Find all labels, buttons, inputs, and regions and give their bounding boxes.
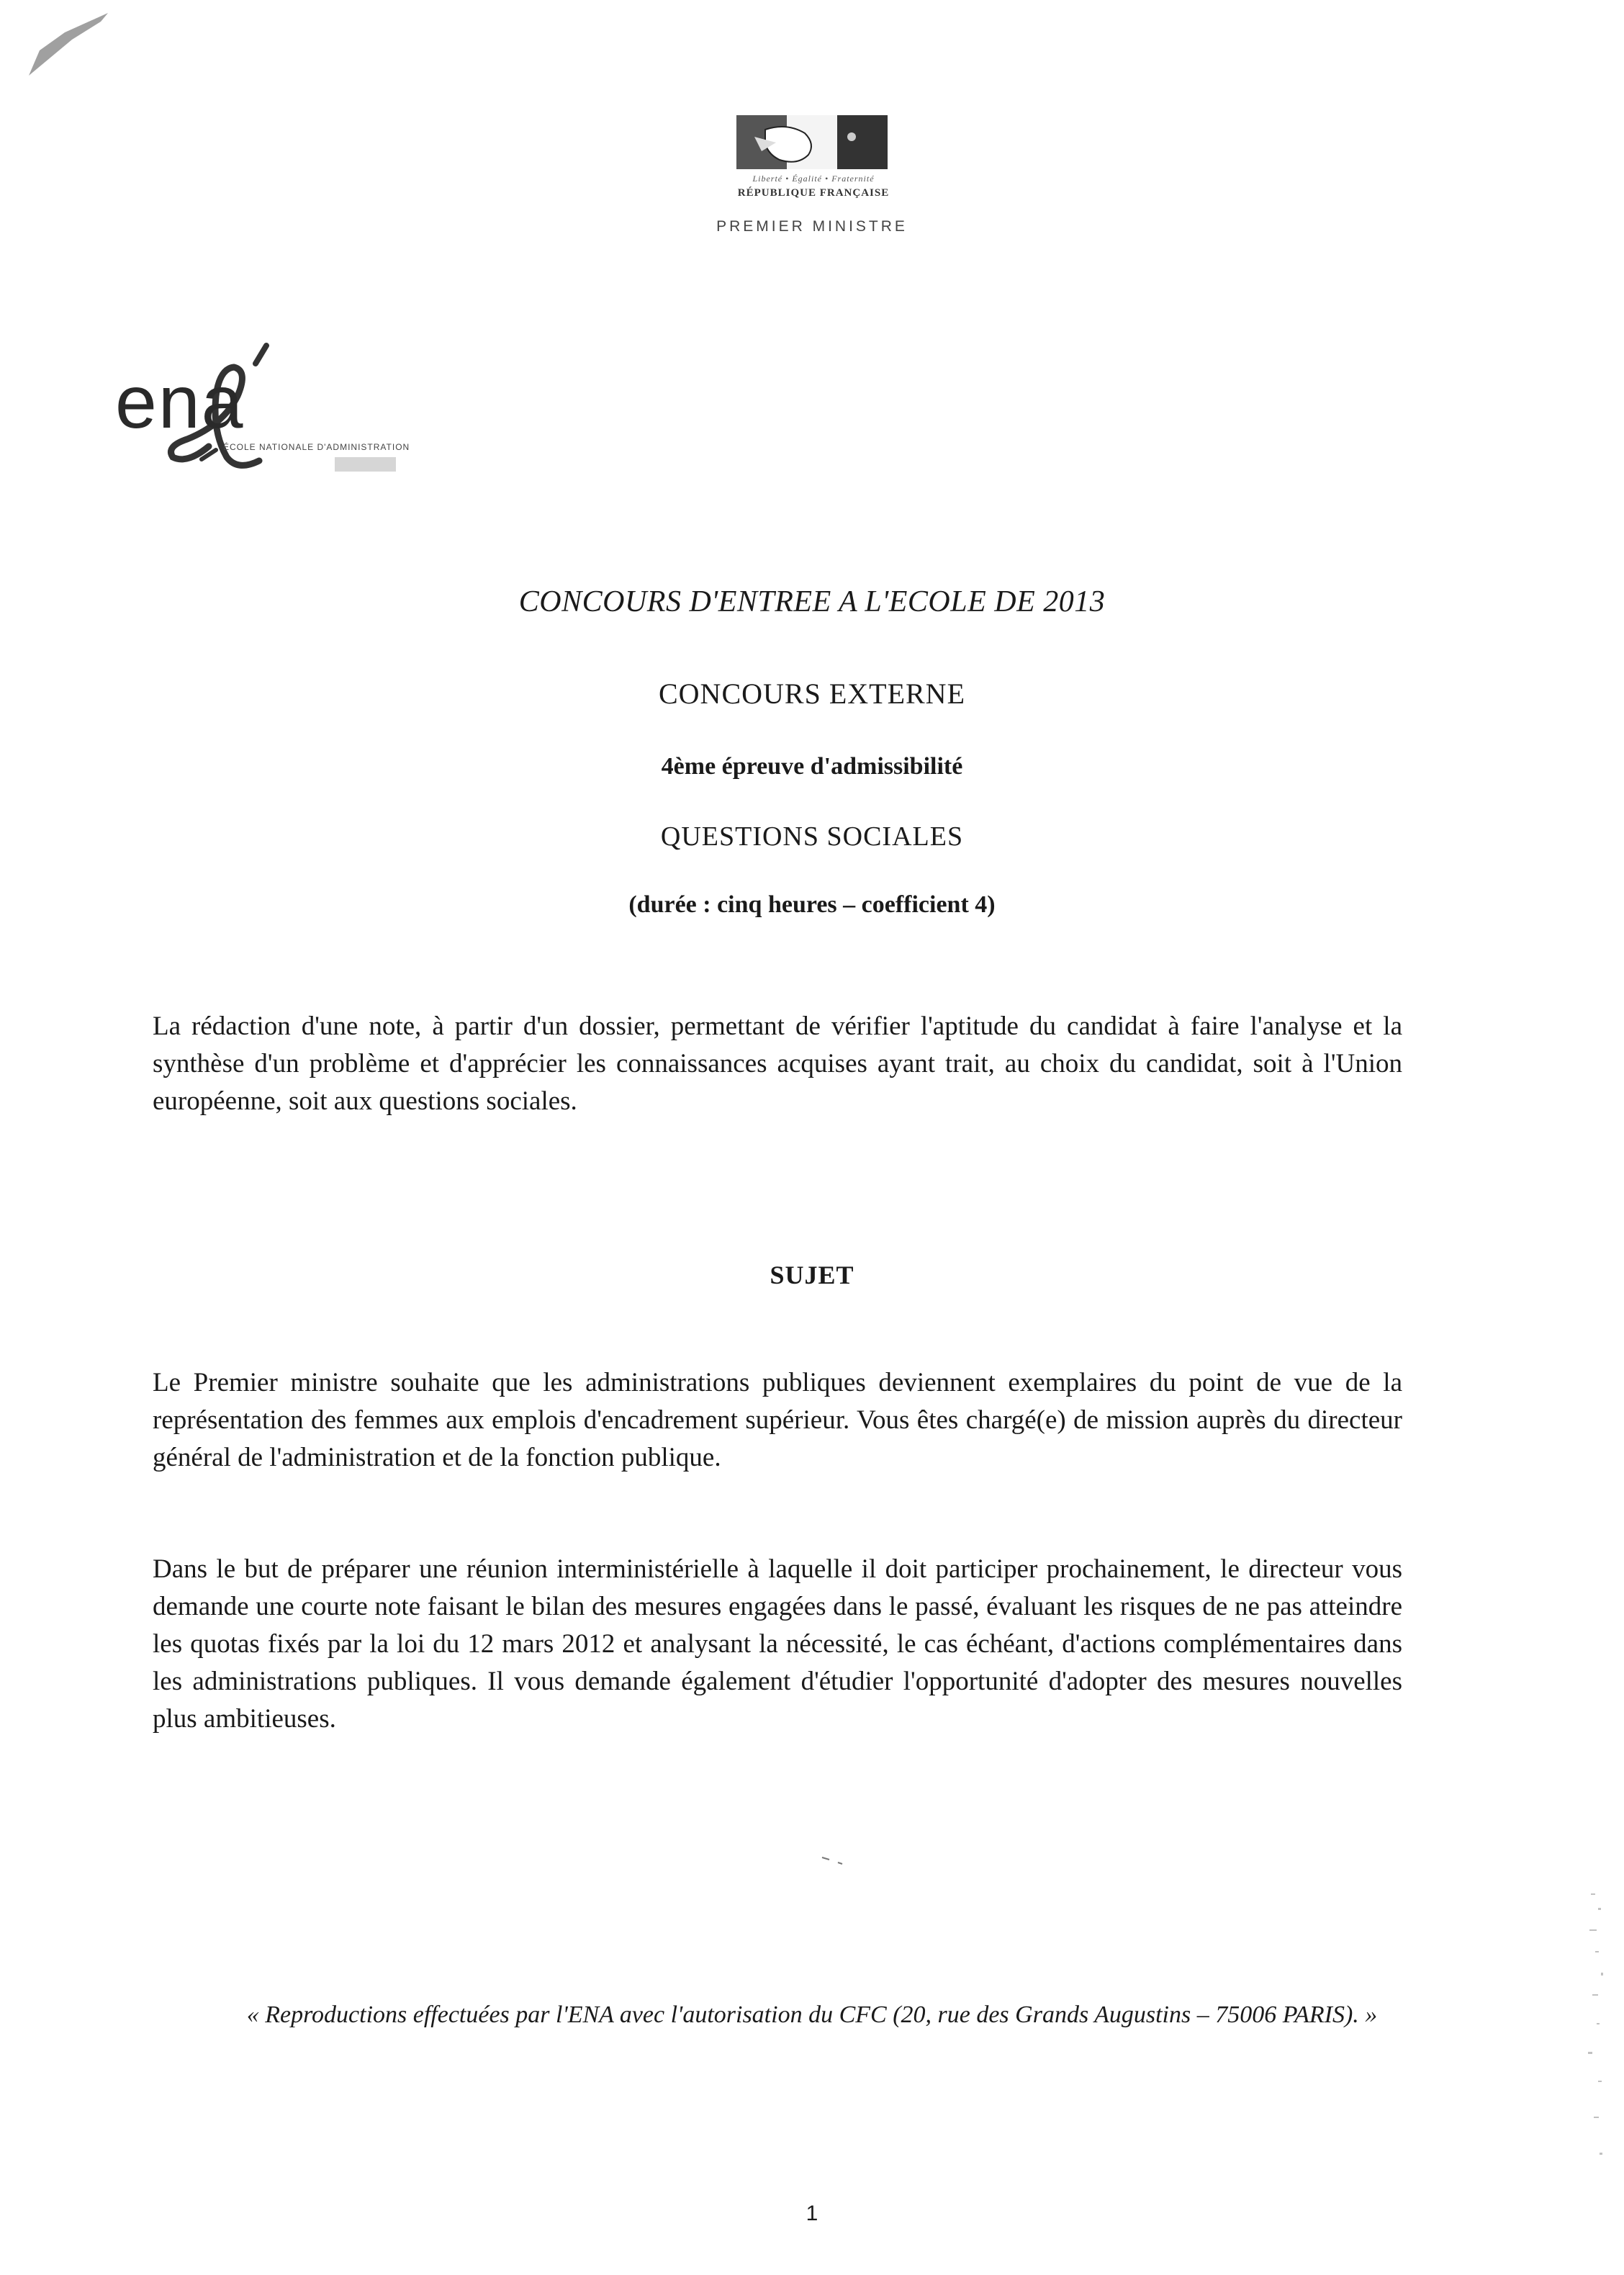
sujet-paragraph-2: Dans le but de préparer une réunion interministérielle à laquelle il doit participer prochainement, le directeur vous demande une courte note faisant le bilan des mesures engagées dans le passé, évaluant les risques de ne pas atteindre les quotas fixés par la loi du 12 mars 2012 et analysant la nécessité, le cas échéant, d'actions complémentaires dans les administrations publiques. Il vous demande également d'étudier l'opportunité d'adopter des mesures nouvelles plus ambitieuses. (153, 1554, 1402, 1734)
ena-subtitle: ÉCOLE NATIONALE D'ADMINISTRATION (223, 442, 410, 452)
page-number: 1 (806, 2202, 818, 2225)
marianne-logo-icon (736, 115, 888, 169)
sujet-paragraph-1: Le Premier ministre souhaite que les administrations publiques deviennent exemplaires du point de vue de la représentation des femmes aux emplois d'encadrement supérieur. Vous êtes chargé(e) de mission auprès du directeur général de l'administration et de la fonction publique. (153, 1368, 1402, 1472)
republic-motto: Liberté • Égalité • Fraternité (752, 174, 875, 184)
scan-speckle (821, 1854, 849, 1868)
epreuve-label: 4ème épreuve d'admissibilité (661, 753, 963, 780)
intro-paragraph: La rédaction d'une note, à partir d'un dossier, permettant de vérifier l'aptitude du candidat à faire l'analyse et la synthèse d'un problème et d'apprécier les connaissances acquises ayant trait, au choix du candidat, soit à l'Union européenne, soit aux questions sociales. (153, 1012, 1402, 1116)
concours-type: CONCOURS EXTERNE (658, 677, 966, 710)
duree-label: (durée : cinq heures – coefficient 4) (628, 891, 996, 918)
exam-title: CONCOURS D'ENTREE A L'ECOLE DE 2013 (518, 585, 1106, 618)
scan-edge-noise (1576, 1886, 1612, 2189)
reproduction-note: « Reproductions effectuées par l'ENA avec l'autorisation du CFC (20, rue des Grands Augustins – 75006 PARIS). » (246, 2001, 1378, 2028)
sujet-heading: SUJET (770, 1261, 854, 1289)
ministry-name: PREMIER MINISTRE (716, 218, 908, 235)
republic-header (0, 115, 1624, 235)
republic-name: RÉPUBLIQUE FRANÇAISE (737, 187, 890, 199)
ena-wordmark: ena (115, 361, 245, 444)
matiere-label: QUESTIONS SOCIALES (660, 821, 964, 852)
scan-mark (22, 7, 115, 79)
